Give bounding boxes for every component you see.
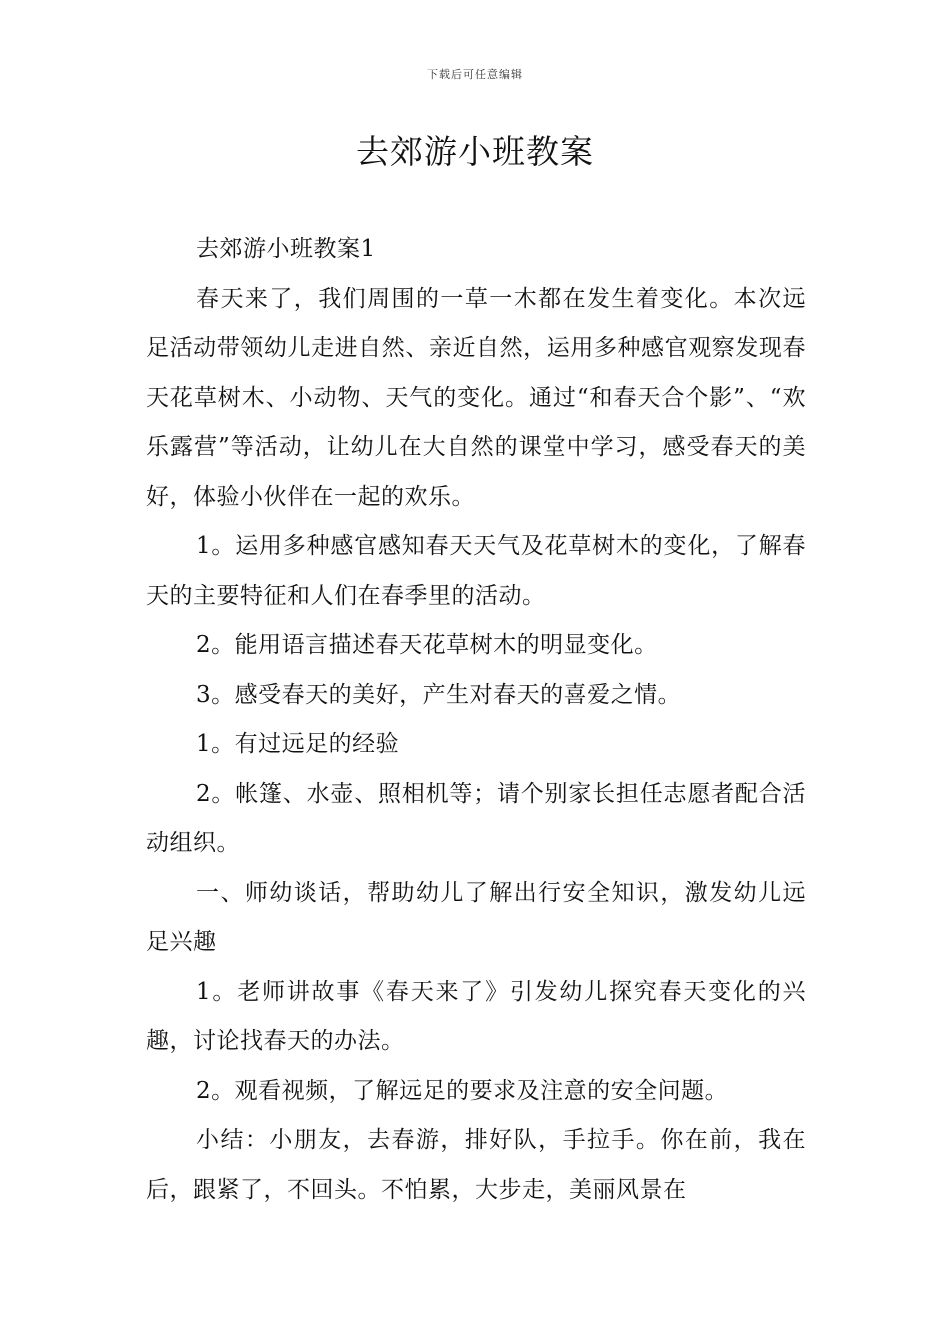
goal-item: 3。感受春天的美好，产生对春天的喜爱之情。	[196, 681, 682, 708]
process-heading: 一、师幼谈话，帮助幼儿了解出行安全知识，激发幼儿远足兴趣	[146, 879, 806, 955]
document-body	[146, 225, 806, 1215]
paragraph: 春天来了，我们周围的一草一木都在发生着变化。本次远足活动带领幼儿走进自然、亲近自然，运用多种感官观察发现春天花草树木、小动物、天气的变化。通过“和春天合个影”、“欢乐露营”等活动，让幼儿在大自然的课堂中学习，感受春天的美好，体验小伙伴在一起的欢乐。	[146, 285, 806, 510]
page-title: 去郊游小班教案	[356, 132, 594, 171]
goal-item: 2。能用语言描述春天花草树木的明显变化。	[196, 632, 658, 658]
section-heading: 去郊游小班教案1	[196, 236, 376, 262]
process-item: 1。老师讲故事《春天来了》引发幼儿探究春天变化的兴趣，讨论找春天的办法。	[146, 978, 806, 1054]
process-item: 2。观看视频，了解远足的要求及注意的安全问题。	[196, 1077, 729, 1104]
preparation-item: 2。帐篷、水壶、照相机等；请个别家长担任志愿者配合活动组织。	[146, 780, 806, 856]
summary-paragraph: 小结：小朋友，去春游，排好队，手拉手。你在前，我在后，跟紧了，不回头。不怕累，大步走，美丽风景在	[146, 1127, 806, 1203]
header-note: 下载后可任意编辑	[427, 68, 523, 81]
preparation-item: 1。有过远足的经验	[196, 731, 400, 757]
goal-item: 1。运用多种感官感知春天天气及花草树木的变化，了解春天的主要特征和人们在春季里的活动。	[146, 533, 806, 609]
